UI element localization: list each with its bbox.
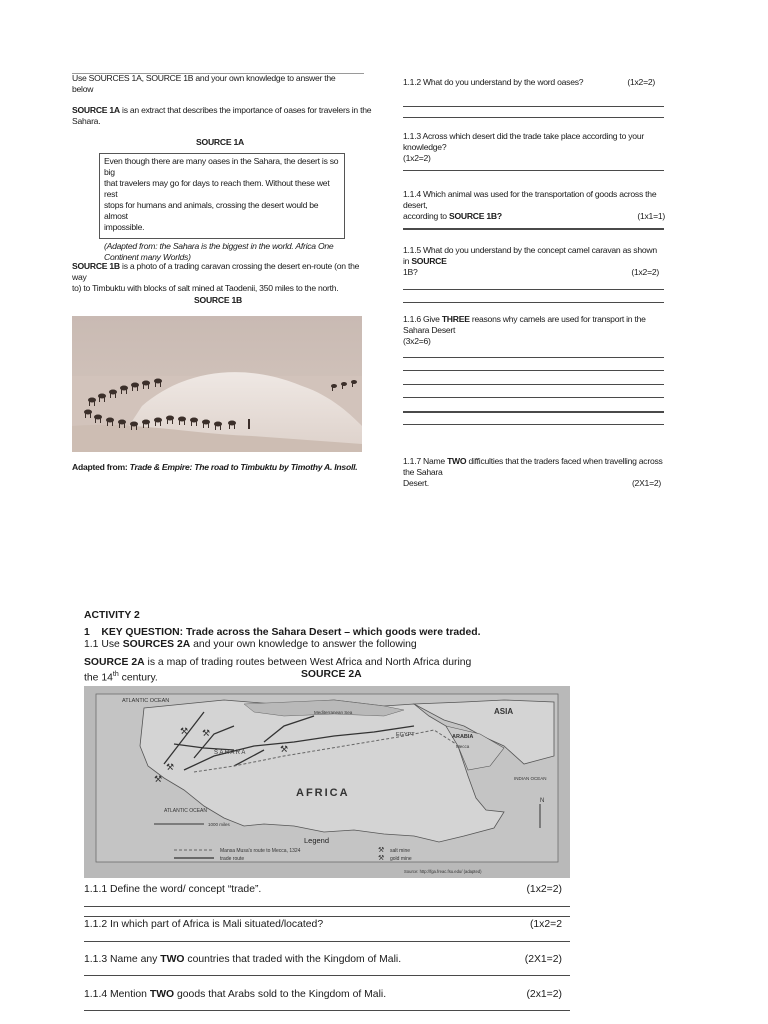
- question-2-1-3: 1.1.3 Name any TWO countries that traded with the Kingdom of Mali. (2X1=2): [84, 954, 562, 965]
- map-legend-trade-route: trade route: [220, 856, 245, 862]
- map-label-atlantic-top: ATLANTIC OCEAN: [122, 698, 170, 704]
- activity-heading: ACTIVITY 2: [84, 610, 140, 621]
- answer-line: [403, 357, 664, 358]
- svg-text:⚒: ⚒: [202, 728, 211, 738]
- answer-line: [403, 228, 664, 230]
- map-label-asia: ASIA: [494, 707, 514, 716]
- map-label-indian-ocean: INDIAN OCEAN: [514, 776, 547, 781]
- question-1-1-6: 1.1.6 Give THREE reasons why camels are used for transport in the Sahara Desert (3x2=6): [403, 314, 646, 346]
- source1b-adapted-from: Adapted from: Trade & Empire: The road to Timbuktu by Timothy A. Insoll.: [72, 462, 358, 472]
- answer-line: [84, 975, 570, 976]
- question-1-1-2: 1.1.2 What do you understand by the word oases? (1x2=2): [403, 77, 655, 87]
- svg-text:⚒: ⚒: [378, 847, 385, 854]
- question-1-1-3: 1.1.3 Across which desert did the trade take place according to your knowledge? (1x2=2): [403, 131, 644, 163]
- source1b-title: SOURCE 1B: [194, 295, 242, 305]
- map-north: N: [540, 798, 545, 804]
- key-question: 1 KEY QUESTION: Trade across the Sahara Desert – which goods were traded.: [84, 627, 481, 638]
- map-label-mecca: Mecca: [456, 744, 470, 749]
- answer-line: [403, 384, 664, 385]
- answer-line: [403, 411, 664, 413]
- map-legend-mecca-route: Mansa Musa's route to Mecca, 1324: [220, 848, 301, 854]
- camel-caravan-photo: [72, 316, 362, 452]
- answer-line: [403, 170, 664, 171]
- question-1-1-7: 1.1.7 Name TWO difficulties that the traders faced when travelling across the Sahara Desert. (2X1=2): [403, 456, 663, 488]
- map-legend-salt: salt mine: [390, 848, 411, 854]
- answer-line: [403, 117, 664, 118]
- answer-line: [403, 289, 664, 290]
- map-label-africa: AFRICA: [296, 787, 350, 799]
- answer-line: [84, 916, 570, 917]
- source1a-description: SOURCE 1A is an extract that describes the importance of oases for travelers in the Sahara.: [72, 105, 372, 126]
- svg-text:⚒: ⚒: [180, 726, 189, 736]
- instruction: 1.1 Use SOURCES 2A and your own knowledge to answer the following: [84, 639, 417, 650]
- answer-line: [403, 106, 664, 107]
- question-1-1-4: 1.1.4 Which animal was used for the transportation of goods across the desert, according to SOURCE 1B? (1x1=1): [403, 189, 665, 221]
- map-legend-title: Legend: [304, 836, 330, 845]
- map-legend-gold: gold mine: [390, 856, 412, 862]
- answer-line: [403, 397, 664, 398]
- svg-text:⚒: ⚒: [280, 744, 289, 754]
- svg-text:⚒: ⚒: [154, 774, 163, 784]
- map-scale-label: 1000 miles: [208, 822, 230, 827]
- map-label-sahara: S A H A R A: [214, 750, 246, 756]
- map-label-atlantic-bottom: ATLANTIC OCEAN: [164, 808, 207, 814]
- question-2-1-2: 1.1.2 In which part of Africa is Mali situated/located? (1x2=2: [84, 919, 562, 930]
- svg-text:⚒: ⚒: [166, 762, 175, 772]
- intro-text: Use SOURCES 1A, SOURCE 1B and your own knowledge to answer the below: [72, 73, 336, 94]
- answer-line: [403, 424, 664, 425]
- question-2-1-4: 1.1.4 Mention TWO goods that Arabs sold to the Kingdom of Mali. (2x1=2): [84, 989, 562, 1000]
- source2a-description: SOURCE 2A is a map of trading routes between West Africa and North Africa during the 14th century. SOURCE 2A: [84, 657, 472, 684]
- map-label-mediterranean: Mediterranean Sea: [314, 710, 353, 715]
- source2a-title: SOURCE 2A: [301, 669, 362, 680]
- question-1-1-5: 1.1.5 What do you understand by the concept camel caravan as shown in SOURCE 1B? (1x2=2): [403, 245, 659, 277]
- svg-text:⚒: ⚒: [378, 855, 385, 862]
- answer-line: [84, 1010, 570, 1011]
- answer-line: [403, 302, 664, 303]
- question-2-1-1: 1.1.1 Define the word/ concept “trade”. (1x2=2): [84, 884, 562, 895]
- trade-routes-map: [84, 686, 570, 878]
- answer-line: [84, 941, 570, 942]
- source1a-title: SOURCE 1A: [196, 137, 244, 147]
- answer-line: [84, 906, 570, 907]
- answer-line: [403, 370, 664, 371]
- source1b-description: SOURCE 1B is a photo of a trading caravan crossing the desert en-route (on the way to) to Timbuktu with blocks of salt mined at Taodenii, 350 miles to the north.: [72, 261, 360, 293]
- map-label-arabia: ARABIA: [452, 734, 474, 740]
- source1a-extract-box: Even though there are many oases in the Sahara, the desert is so big that travelers may go for days to reach them. Without these wet rest stops for humans and animals, crossing the desert would be almost impossible. (Adapted from: the Sahara is the biggest in the world. Africa One Continent many Worlds): [99, 153, 345, 239]
- map-source: Source: http://fga.freac.fsu.edu/ (adapted): [404, 869, 482, 874]
- map-label-egypt: EGYPT: [396, 732, 415, 738]
